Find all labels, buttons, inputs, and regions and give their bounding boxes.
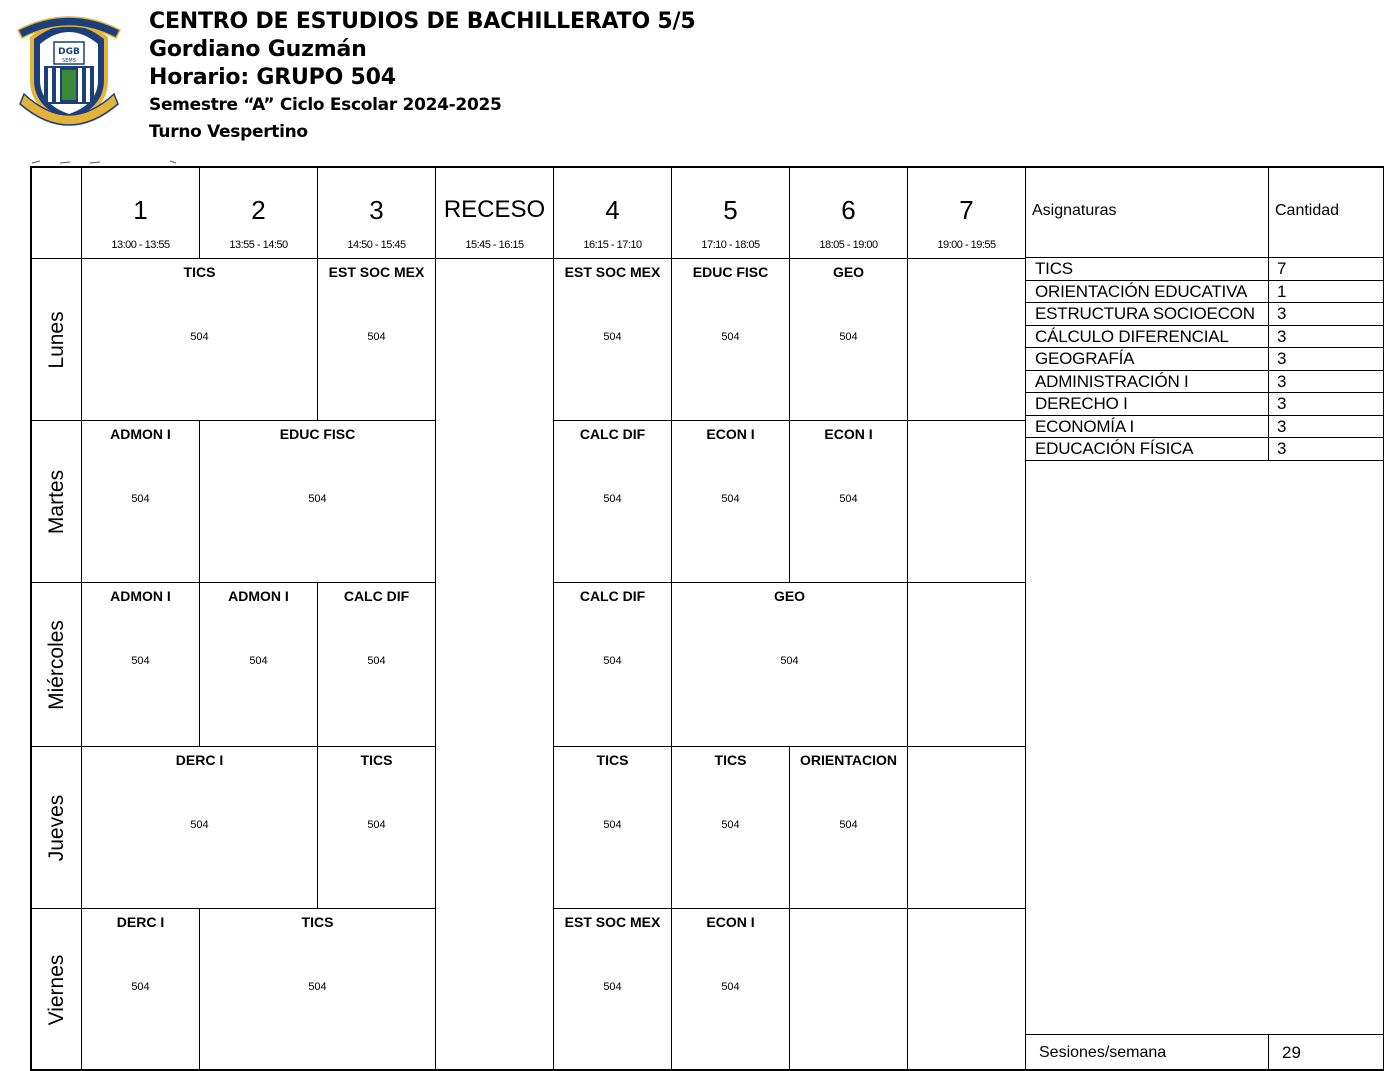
subject-row-qty: 3 xyxy=(1277,326,1287,346)
group-code: 504 xyxy=(249,655,268,667)
subject-name: DERC I xyxy=(175,752,224,768)
column-time: 15:45 - 16:15 xyxy=(465,239,524,251)
day-label-miercoles xyxy=(32,583,82,747)
group-code: 504 xyxy=(308,493,327,505)
class-cell[interactable] xyxy=(200,421,436,583)
group-code: 504 xyxy=(780,655,799,667)
column-number: 4 xyxy=(605,195,620,225)
subject-row xyxy=(1026,416,1383,439)
receso-column xyxy=(436,259,554,1071)
subject-name: EST SOC MEX xyxy=(328,264,425,280)
row-divider xyxy=(1268,438,1269,460)
subject-name: TICS xyxy=(301,914,334,930)
group-code: 504 xyxy=(839,331,858,343)
semester-line: Semestre “A” Ciclo Escolar 2024-2025 xyxy=(149,95,502,115)
subject-name: EDUC FISC xyxy=(279,426,356,442)
column-number: 3 xyxy=(369,195,384,225)
row-divider xyxy=(1268,258,1269,280)
subject-row-qty: 3 xyxy=(1277,371,1287,391)
subject-name: CALC DIF xyxy=(343,588,410,604)
class-cell[interactable] xyxy=(554,909,672,1071)
day-label-jueves xyxy=(32,747,82,909)
column-time: 17:10 - 18:05 xyxy=(701,239,760,251)
group-code: 504 xyxy=(721,981,740,993)
column-header-3 xyxy=(318,168,436,259)
subject-name: CALC DIF xyxy=(579,588,646,604)
day-label-viernes xyxy=(32,909,82,1071)
class-cell[interactable] xyxy=(200,909,436,1071)
column-number: 2 xyxy=(251,195,266,225)
column-header-7 xyxy=(908,168,1026,259)
subject-row xyxy=(1026,438,1383,461)
class-cell[interactable] xyxy=(200,583,318,747)
column-time: 18:05 - 19:00 xyxy=(819,239,878,251)
document-header xyxy=(149,8,695,146)
subject-row-name: ADMINISTRACIÓN I xyxy=(1035,371,1189,391)
group-code: 504 xyxy=(131,493,150,505)
class-cell[interactable] xyxy=(672,583,908,747)
subject-name: ADMON I xyxy=(110,588,171,604)
stray-mark xyxy=(30,155,180,165)
empty-cell xyxy=(790,909,908,1071)
subject-row-name: TICS xyxy=(1035,259,1073,278)
side-divider xyxy=(1268,168,1269,258)
column-header-receso xyxy=(436,168,554,259)
logo-initials: DGB xyxy=(58,47,80,57)
row-divider xyxy=(1268,326,1269,348)
subject-row xyxy=(1026,326,1383,349)
row-divider xyxy=(1268,393,1269,415)
subject-row xyxy=(1026,348,1383,371)
class-cell[interactable] xyxy=(554,583,672,747)
row-divider xyxy=(1268,416,1269,438)
subject-name: ECON I xyxy=(824,426,873,442)
day-label-martes xyxy=(32,421,82,583)
subject-name: ADMON I xyxy=(228,588,289,604)
group-code: 504 xyxy=(190,331,209,343)
subject-name: EST SOC MEX xyxy=(564,264,661,280)
corner-cell xyxy=(32,168,82,259)
class-cell[interactable] xyxy=(790,259,908,421)
group-code: 504 xyxy=(603,655,622,667)
column-number: 7 xyxy=(959,195,974,225)
schedule-grid xyxy=(30,166,1026,1071)
group-code: 504 xyxy=(603,331,622,343)
empty-cell xyxy=(908,583,1026,747)
day-name: Lunes xyxy=(44,310,68,369)
subject-name: ECON I xyxy=(706,914,755,930)
subject-row-qty: 1 xyxy=(1277,281,1287,301)
subjects-column-header: Asignaturas xyxy=(1032,202,1117,219)
subject-row-qty: 3 xyxy=(1277,349,1287,368)
column-time: 16:15 - 17:10 xyxy=(583,239,642,251)
group-code: 504 xyxy=(721,493,740,505)
totals-divider xyxy=(1026,1034,1383,1035)
empty-cell xyxy=(908,747,1026,909)
empty-cell xyxy=(908,259,1026,421)
class-cell[interactable] xyxy=(672,747,790,909)
subject-row-name: EDUCACIÓN FÍSICA xyxy=(1035,439,1194,458)
class-cell[interactable] xyxy=(672,259,790,421)
class-cell[interactable] xyxy=(82,421,200,583)
school-name: Gordiano Guzmán xyxy=(149,37,367,62)
subject-name: CALC DIF xyxy=(579,426,646,442)
column-header-5 xyxy=(672,168,790,259)
group-code: 504 xyxy=(839,819,858,831)
row-divider xyxy=(1268,281,1269,303)
totals-vline xyxy=(1268,1034,1269,1071)
day-name: Viernes xyxy=(44,954,68,1026)
row-divider xyxy=(1268,371,1269,393)
subject-row-qty: 3 xyxy=(1277,439,1287,458)
subject-row xyxy=(1026,303,1383,326)
column-time: 19:00 - 19:55 xyxy=(937,239,996,251)
group-code: 504 xyxy=(367,331,386,343)
school-logo xyxy=(14,10,124,138)
group-code: 504 xyxy=(308,981,327,993)
column-number: 1 xyxy=(133,195,148,225)
column-number: RECESO xyxy=(443,196,546,223)
group-code: 504 xyxy=(131,655,150,667)
subject-row-name: CÁLCULO DIFERENCIAL xyxy=(1035,326,1229,346)
class-cell[interactable] xyxy=(82,747,318,909)
column-header-4 xyxy=(554,168,672,259)
subject-row-qty: 3 xyxy=(1277,304,1287,323)
subject-name: ECON I xyxy=(706,426,755,442)
subject-row-qty: 7 xyxy=(1277,259,1287,278)
subject-row xyxy=(1026,371,1383,394)
class-cell[interactable] xyxy=(672,909,790,1071)
subject-name: TICS xyxy=(596,752,629,768)
subject-row xyxy=(1026,281,1383,304)
group-code: 504 xyxy=(603,981,622,993)
subjects-table xyxy=(1025,166,1384,1071)
row-divider xyxy=(1268,348,1269,370)
class-cell[interactable] xyxy=(790,421,908,583)
class-cell[interactable] xyxy=(318,583,436,747)
subject-row-qty: 3 xyxy=(1277,394,1287,413)
empty-cell xyxy=(908,421,1026,583)
subject-name: TICS xyxy=(714,752,747,768)
class-cell[interactable] xyxy=(82,583,200,747)
day-name: Martes xyxy=(44,469,68,534)
subject-name: GEO xyxy=(773,588,806,604)
logo-subtext: SEMS xyxy=(62,58,76,64)
column-time: 14:50 - 15:45 xyxy=(347,239,406,251)
subject-row xyxy=(1026,258,1383,281)
school-title: CENTRO DE ESTUDIOS DE BACHILLERATO 5/5 xyxy=(149,9,696,34)
group-code: 504 xyxy=(131,981,150,993)
class-cell[interactable] xyxy=(82,259,318,421)
day-name: Miércoles xyxy=(44,619,68,710)
group-code: 504 xyxy=(603,819,622,831)
subject-row-name: DERECHO I xyxy=(1035,394,1128,413)
row-divider xyxy=(1268,303,1269,325)
quantity-column-header: Cantidad xyxy=(1275,202,1340,219)
subject-row-name: GEOGRAFÍA xyxy=(1035,349,1135,368)
sessions-value: 29 xyxy=(1282,1043,1301,1062)
subject-row-name: ECONOMÍA I xyxy=(1035,416,1135,436)
subject-row-name: ESTRUCTURA SOCIOECON xyxy=(1035,304,1255,323)
class-cell[interactable] xyxy=(790,747,908,909)
group-code: 504 xyxy=(367,819,386,831)
column-number: 5 xyxy=(723,195,738,225)
class-cell[interactable] xyxy=(554,259,672,421)
column-time: 13:00 - 13:55 xyxy=(111,239,170,251)
subject-name: TICS xyxy=(183,264,216,280)
subject-name: ADMON I xyxy=(110,426,171,442)
class-cell[interactable] xyxy=(318,259,436,421)
subject-row-qty: 3 xyxy=(1277,416,1287,436)
shift-line: Turno Vespertino xyxy=(149,122,308,142)
subject-row xyxy=(1026,393,1383,416)
subject-row-name: ORIENTACIÓN EDUCATIVA xyxy=(1035,281,1248,301)
group-code: 504 xyxy=(839,493,858,505)
class-cell[interactable] xyxy=(318,747,436,909)
empty-cell xyxy=(908,909,1026,1071)
group-code: 504 xyxy=(603,493,622,505)
column-number: 6 xyxy=(841,195,856,225)
sessions-label: Sesiones/semana xyxy=(1039,1044,1167,1061)
subject-name: EST SOC MEX xyxy=(564,914,661,930)
column-header-1 xyxy=(82,168,200,259)
subject-name: ORIENTACION xyxy=(800,752,897,768)
day-label-lunes xyxy=(32,259,82,421)
group-code: 504 xyxy=(190,819,209,831)
day-name: Jueves xyxy=(44,794,68,861)
group-code: 504 xyxy=(721,331,740,343)
column-header-2 xyxy=(200,168,318,259)
subject-name: GEO xyxy=(832,264,865,280)
class-cell[interactable] xyxy=(672,421,790,583)
subject-name: DERC I xyxy=(116,914,165,930)
class-cell[interactable] xyxy=(554,747,672,909)
subject-name: EDUC FISC xyxy=(692,264,769,280)
column-time: 13:55 - 14:50 xyxy=(229,239,288,251)
group-code: 504 xyxy=(721,819,740,831)
column-header-6 xyxy=(790,168,908,259)
class-cell[interactable] xyxy=(82,909,200,1071)
schedule-title: Horario: GRUPO 504 xyxy=(149,65,396,90)
group-code: 504 xyxy=(367,655,386,667)
class-cell[interactable] xyxy=(554,421,672,583)
subject-name: TICS xyxy=(360,752,393,768)
